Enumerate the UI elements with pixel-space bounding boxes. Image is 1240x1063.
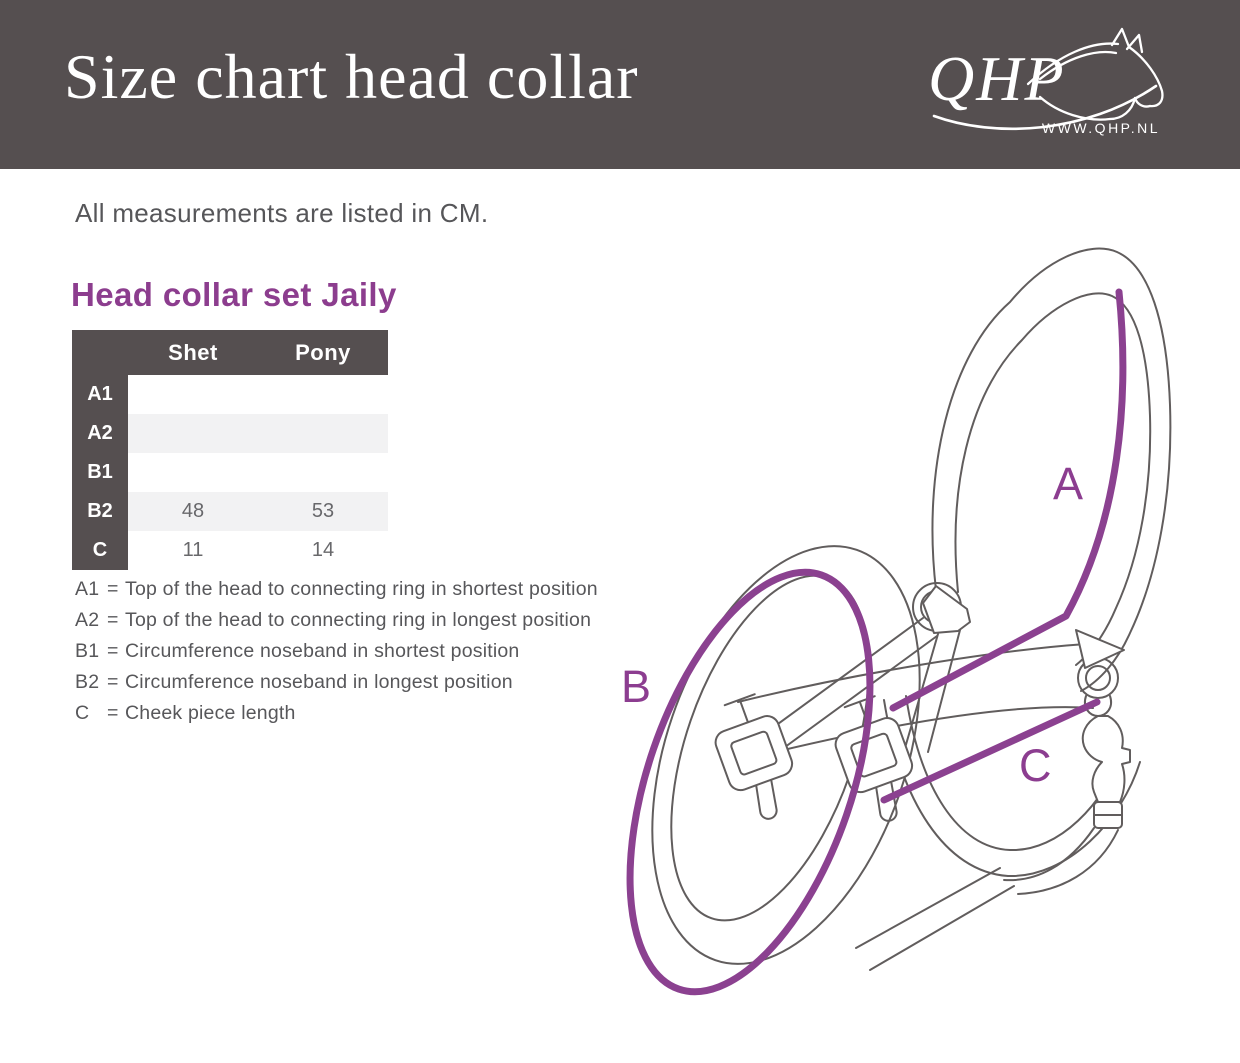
legend-text: Top of the head to connecting ring in shortest position xyxy=(125,578,598,600)
row-label: A2 xyxy=(72,414,128,453)
page-title: Size chart head collar xyxy=(64,41,639,112)
table-corner-cell xyxy=(72,330,128,375)
column-header-shet: Shet xyxy=(168,339,218,365)
equals-sign: = xyxy=(107,671,119,693)
legend-code: A1 xyxy=(75,578,100,600)
logo-wordmark: QHP xyxy=(928,43,1066,114)
cell-value xyxy=(258,414,388,453)
row-label: B2 xyxy=(72,492,128,531)
measure-line-C xyxy=(884,702,1097,800)
cell-value xyxy=(128,375,258,414)
legend-item xyxy=(75,698,598,729)
table-row xyxy=(72,492,388,531)
equals-sign: = xyxy=(107,609,119,631)
section-title: Head collar set Jaily xyxy=(71,276,397,313)
row-label: B1 xyxy=(72,453,128,492)
cell-value: 14 xyxy=(311,539,335,561)
legend-text: Circumference noseband in shortest position xyxy=(125,640,520,662)
row-label: A1 xyxy=(72,375,128,414)
legend-code: C xyxy=(75,702,90,724)
equals-sign: = xyxy=(107,702,119,724)
measurement-marks xyxy=(582,292,1123,1022)
legend-text: Top of the head to connecting ring in longest position xyxy=(125,609,592,631)
label-C: C xyxy=(1019,740,1052,791)
table-row xyxy=(72,453,388,492)
size-table xyxy=(72,330,388,570)
equals-sign: = xyxy=(107,578,119,600)
legend-text: Circumference noseband in longest position xyxy=(125,671,513,693)
table-row xyxy=(72,375,388,414)
buckle-icon xyxy=(704,690,808,827)
cell-value xyxy=(128,414,258,453)
legend-item xyxy=(75,574,598,605)
label-B: B xyxy=(621,661,652,712)
cell-value xyxy=(258,375,388,414)
header-band xyxy=(0,0,1240,169)
legend-item xyxy=(75,636,598,667)
qhp-logo xyxy=(920,24,1190,144)
logo-website: WWW.QHP.NL xyxy=(1041,120,1160,136)
legend-text: Cheek piece length xyxy=(125,702,296,724)
column-header-pony: Pony xyxy=(295,339,351,365)
buckle-icon xyxy=(824,692,928,829)
cell-value: 48 xyxy=(181,500,205,522)
legend-code: B1 xyxy=(75,640,100,662)
halter-outline xyxy=(602,249,1170,1000)
measurement-legend xyxy=(75,574,598,729)
cell-value xyxy=(128,453,258,492)
table-row xyxy=(72,414,388,453)
snap-hook-icon xyxy=(1004,696,1130,894)
cell-value: 53 xyxy=(311,500,335,522)
size-table-header xyxy=(72,330,388,375)
label-A: A xyxy=(1053,458,1084,509)
cell-value: 11 xyxy=(182,539,204,561)
measurements-note: All measurements are listed in CM. xyxy=(75,198,489,228)
measure-line-A xyxy=(893,292,1123,708)
measure-line-B xyxy=(582,542,917,1023)
legend-item xyxy=(75,605,598,636)
equals-sign: = xyxy=(107,640,119,662)
legend-code: B2 xyxy=(75,671,100,693)
table-row xyxy=(72,531,388,570)
legend-item xyxy=(75,667,598,698)
cell-value xyxy=(258,453,388,492)
row-label: C xyxy=(72,531,128,570)
legend-code: A2 xyxy=(75,609,100,631)
measurement-labels xyxy=(621,458,1083,791)
